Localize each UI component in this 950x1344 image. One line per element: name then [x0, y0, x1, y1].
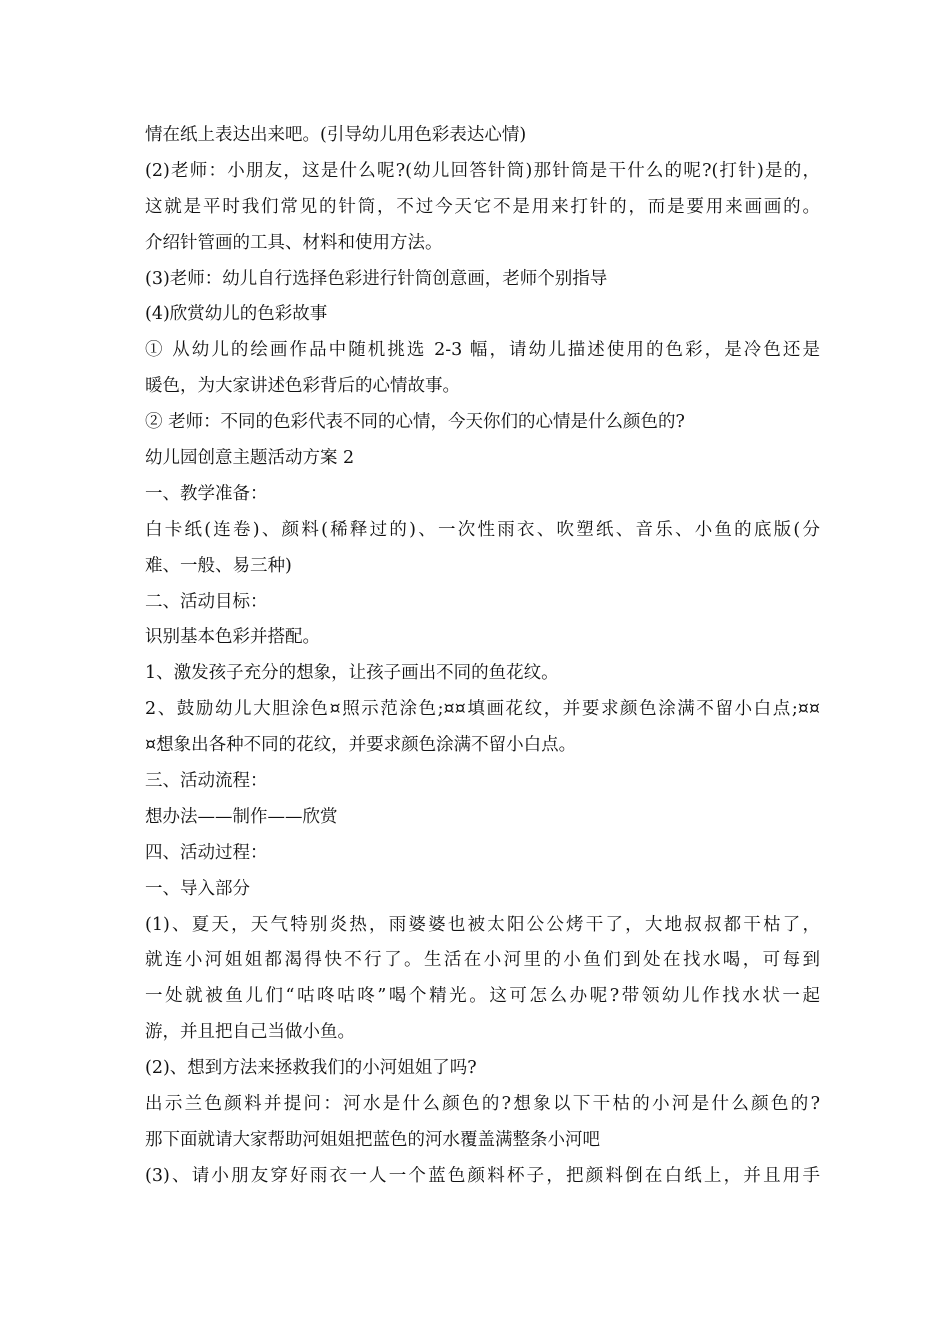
text-line: 暖色，为大家讲述色彩背后的心情故事。: [145, 376, 460, 397]
text-line: 四、活动过程：: [145, 842, 268, 863]
text-line: (3)老师：幼儿自行选择色彩进行针筒创意画，老师个别指导: [145, 268, 608, 289]
document-body: [145, 118, 820, 1195]
text-line: 幼儿园创意主题活动方案 2: [145, 448, 355, 469]
text-line: (2)、想到方法来拯救我们的小河姐姐了吗?: [145, 1058, 477, 1079]
text-line: (3)、请小朋友穿好雨衣一人一个蓝色颜料杯子，把颜料倒在白纸上，并且用手: [145, 1165, 820, 1186]
text-line: (1)、夏天，天气特别炎热，雨婆婆也被太阳公公烤干了，大地叔叔都干枯了，: [145, 914, 820, 935]
text-line: 难、一般、易三种): [145, 555, 292, 576]
text-line: 一处就被鱼儿们“咕咚咕咚”喝个精光。这可怎么办呢?带领幼儿作找水状一起: [145, 986, 820, 1007]
text-line: 识别基本色彩并搭配。: [145, 627, 320, 648]
text-line: 一、教学准备：: [145, 483, 268, 504]
text-line: ¤想象出各种不同的花纹，并要求颜色涂满不留小白点。: [145, 735, 577, 756]
text-line: 二、活动目标：: [145, 591, 268, 612]
text-line: (2)老师：小朋友，这是什么呢?(幼儿回答针筒)那针筒是干什么的呢?(打针)是的，: [145, 160, 820, 181]
text-line: (4)欣赏幼儿的色彩故事: [145, 304, 328, 325]
text-line: 介绍针管画的工具、材料和使用方法。: [145, 232, 443, 253]
text-line: 想办法——制作——欣赏: [145, 806, 338, 827]
text-line: ① 从幼儿的绘画作品中随机挑选 2-3 幅，请幼儿描述使用的色彩，是冷色还是: [145, 340, 820, 361]
text-line: ② 老师：不同的色彩代表不同的心情，今天你们的心情是什么颜色的?: [145, 412, 685, 433]
text-line: 就连小河姐姐都渴得快不行了。生活在小河里的小鱼们到处在找水喝，可每到: [145, 950, 820, 971]
text-line: 出示兰色颜料并提问：河水是什么颜色的?想象以下干枯的小河是什么颜色的?: [145, 1094, 820, 1115]
text-line: 那下面就请大家帮助河姐姐把蓝色的河水覆盖满整条小河吧: [145, 1129, 600, 1150]
text-line: 三、活动流程：: [145, 771, 268, 792]
text-line: 白卡纸(连卷)、颜料(稀释过的)、一次性雨衣、吹塑纸、音乐、小鱼的底版(分: [145, 519, 820, 540]
text-line: 一、导入部分: [145, 878, 250, 899]
text-line: 2、鼓励幼儿大胆涂色¤照示范涂色;¤¤填画花纹，并要求颜色涂满不留小白点;¤¤: [145, 699, 820, 720]
text-line: 这就是平时我们常见的针筒，不过今天它不是用来打针的，而是要用来画画的。: [145, 196, 820, 217]
text-line: 游，并且把自己当做小鱼。: [145, 1022, 355, 1043]
text-line: 情在纸上表达出来吧。(引导幼儿用色彩表达心情): [145, 125, 527, 145]
text-line: 1、激发孩子充分的想象，让孩子画出不同的鱼花纹。: [145, 663, 559, 684]
